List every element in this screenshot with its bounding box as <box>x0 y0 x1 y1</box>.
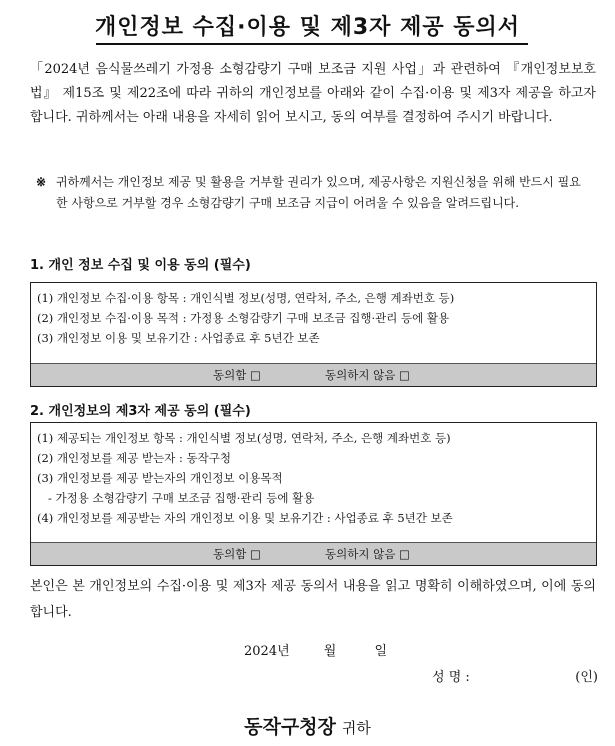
date-line <box>244 640 387 659</box>
section2-title: 2. 개인정보의 제3자 제공 동의 (필수) <box>30 404 251 419</box>
section1-consent-bar <box>31 363 596 386</box>
section2-box <box>30 422 597 566</box>
recipient-line <box>0 712 615 739</box>
section2-items <box>31 423 596 528</box>
consent-statement <box>30 574 596 626</box>
section1-box <box>30 282 597 387</box>
notice-block <box>36 172 591 214</box>
document-title: 개인정보 수집·이용 및 제3자 제공 동의서 <box>95 15 520 40</box>
intro-text: 「2024년 음식물쓰레기 가정용 소형감량기 구매 보조금 지원 사업」과 관련하여 『개인정보보호법』 제15조 및 제22조에 따라 귀하의 개인정보를 아래와 같이 수집·이용 및 제3자 제공을 하고자 합니다. 귀하께서는 아래 내용을 자세히 읽어 보시고, 동의 여부를 결정하여 주시기 바랍니다. <box>30 62 596 125</box>
section2-item: (3) 개인정보를 제공 받는자의 개인정보 이용목적 <box>37 471 283 485</box>
section1-title: 1. 개인 정보 수집 및 이용 동의 (필수) <box>30 258 251 273</box>
notice-mark: ※ <box>36 175 47 189</box>
section2-consent-bar <box>31 542 596 565</box>
title-underline <box>96 43 528 45</box>
date-day[interactable]: 일 <box>374 644 388 659</box>
intro-paragraph <box>30 58 596 130</box>
section1-items <box>31 283 596 348</box>
section1-item: (3) 개인정보 이용 및 보유기간 : 사업종료 후 5년간 보존 <box>37 331 320 345</box>
recipient-suffix: 귀하 <box>341 719 371 737</box>
seal-mark[interactable]: (인) <box>575 670 598 685</box>
recipient-name: 동작구청장 <box>244 716 336 738</box>
section1-item: (1) 개인정보 수집·이용 항목 : 개인식별 정보(성명, 연락처, 주소, 은행 계좌번호 등) <box>37 291 455 305</box>
section2-disagree-checkbox[interactable]: 동의하지 않음 □ <box>325 547 410 561</box>
statement-text: 본인은 본 개인정보의 수집·이용 및 제3자 제공 동의서 내용을 읽고 명확히 이해하였으며, 이에 동의합니다. <box>30 579 596 620</box>
section2-item: (2) 개인정보를 제공 받는자 : 동작구청 <box>37 451 231 465</box>
section2-item: (4) 개인정보를 제공받는 자의 개인정보 이용 및 보유기간 : 사업종료 후 5년간 보존 <box>37 511 453 525</box>
section2-item: - 가정용 소형감량기 구매 보조금 집행·관리 등에 활용 <box>37 491 315 505</box>
section2-agree-checkbox[interactable]: 동의함 □ <box>213 547 261 561</box>
date-year: 2024년 <box>244 644 290 659</box>
section1-item: (2) 개인정보 수집·이용 목적 : 가정용 소형감량기 구매 보조금 집행·관리 등에 활용 <box>37 311 450 325</box>
section1-agree-checkbox[interactable]: 동의함 □ <box>213 368 261 382</box>
notice-text: 귀하께서는 개인정보 제공 및 활용을 거부할 권리가 있으며, 제공사항은 지원신청을 위해 반드시 필요한 사항으로 거부할 경우 소형감량기 구매 보조금 지급이 어려울 수 있음을 알려드립니다. <box>56 175 581 210</box>
date-month[interactable]: 월 <box>323 644 337 659</box>
section2-item: (1) 제공되는 개인정보 항목 : 개인식별 정보(성명, 연락처, 주소, 은행 계좌번호 등) <box>37 431 451 445</box>
name-label: 성 명 : <box>432 670 470 685</box>
section1-disagree-checkbox[interactable]: 동의하지 않음 □ <box>325 368 410 382</box>
